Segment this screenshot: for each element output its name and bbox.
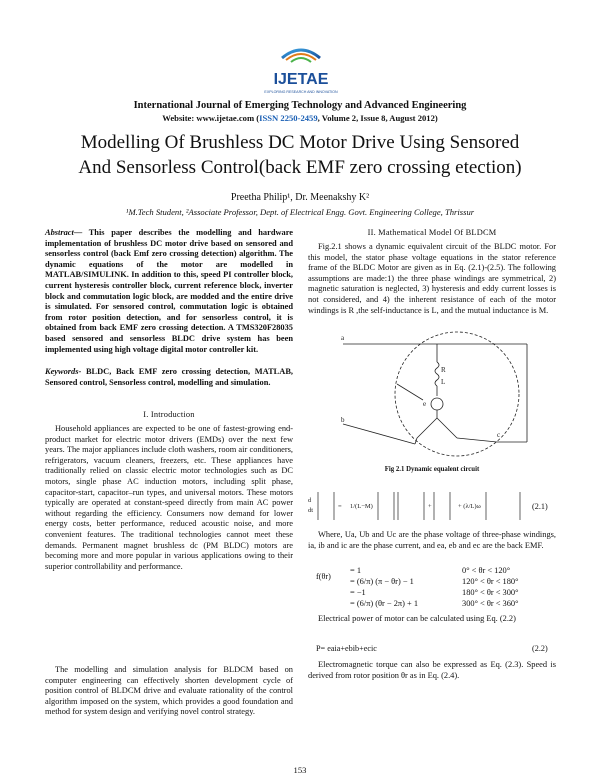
fn-label: f bbox=[316, 572, 319, 581]
logo-tagline: EXPLORING RESEARCH AND INNOVATION bbox=[264, 90, 338, 94]
issn-link[interactable]: ISSN 2250-2459 bbox=[259, 113, 318, 123]
case-row: = 1 0° < θr < 120° bbox=[350, 566, 511, 575]
svg-text:L: L bbox=[441, 378, 446, 386]
abstract-text: This paper describes the modelling and hardware implementation of brushless DC motor drive based on sensored and sensorless control (back Emf zero crossing detection) algorithm. The dynamic equations of the motor are modelled in MATLAB/SIMULINK. In addition to this, speed PI controller block, current hysteresis controller block, current reference block, inverter block and commutation logic block, are modded and the entire drive is simulated. For sensored control, commutation logic is obtained from rotor position detection, and for sensorless control, it is obtained from back EMF zero crossing detection. A TMS320F28035 based sensored and sensorless BLDC drive system has been implemented using high voltage digital motor controller kit. bbox=[45, 228, 293, 354]
case-row: = (6/π) (π − θr) − 1 120° < θr < 180° bbox=[350, 577, 519, 586]
website-line bbox=[0, 113, 600, 123]
piecewise-cases bbox=[350, 566, 550, 610]
svg-text:e: e bbox=[423, 400, 427, 408]
logo-text: IJETAE bbox=[273, 71, 329, 88]
website-prefix: Website: www.ijetae.com ( bbox=[162, 113, 260, 123]
journal-name: International Journal of Emerging Technology and Advanced Engineering bbox=[133, 100, 467, 111]
model-paragraph-2: Where, Ua, Ub and Uc are the phase voltage of three-phase windings, ia, ib and ic are the phase current, and ea, eb and ec are the back EMF. bbox=[308, 530, 556, 550]
abstract-label: Abstract— bbox=[45, 228, 83, 237]
equation-2-1-number: (2.1) bbox=[532, 502, 548, 511]
equation-2-1-matrix bbox=[308, 488, 526, 524]
svg-text:R: R bbox=[441, 366, 446, 374]
paper-title bbox=[40, 130, 560, 180]
title-line-1: Modelling Of Brushless DC Motor Drive Using Sensored bbox=[80, 132, 520, 153]
title-line-2: And Sensorless Control(back EMF zero crossing etection) bbox=[78, 157, 522, 178]
keywords-text: - BLDC, Back EMF zero crossing detection, MATLAB, Sensored control, Sensorless control, modelling and simulation. bbox=[45, 367, 293, 387]
svg-text:1/(L−M): 1/(L−M) bbox=[350, 503, 373, 510]
website-suffix: , Volume 2, Issue 8, August 2012) bbox=[317, 113, 438, 123]
equation-2-2: P= eaia+ebib+ecic bbox=[316, 644, 377, 653]
svg-text:d: d bbox=[308, 497, 312, 504]
model-paragraph-1: Fig.2.1 shows a dynamic equivalent circuit of the BLDC motor. For this model, the stator phase voltage equations in the stator reference frame of the BLDC Motor are given as in Eq. (2.1)-(2.5). The following assumptions are made:1) the three phase windings are symmetrical, 2) magnetic saturation is neglected, 3) hysteresis and eddy current losses is not considered, and 4) the inherent resistance of each of the motor windings is R ,the self-inductance is L, and the mutual inductance is M. bbox=[308, 242, 556, 315]
model-paragraph-4: Electromagnetic torque can also be expressed as Eq. (2.3). Speed is derived from rotor position θr as in Eq. (2.4). bbox=[308, 660, 556, 680]
model-paragraph-3: Electrical power of motor can be calculated using Eq. (2.2) bbox=[318, 614, 516, 623]
intro-paragraph-2: The modelling and simulation analysis for BLDCM based on computer engineering can effectively shorten development cycle of position control of BLDCM drive and evaluate rationality of the control algorithm imposed on the system, which provides a good foundation and method for system design and verifying novel control strategy. bbox=[45, 665, 293, 717]
svg-text:b: b bbox=[341, 416, 345, 424]
case-row: = (6/π) (θr − 2π) + 1 300° < θr < 360° bbox=[350, 599, 519, 608]
intro-paragraph-1: Household appliances are expected to be one of fastest-growing end-product market for electric motor drivers (EMDs) over the next few years. The major appliances include cloth washers, room air conditioners, refrigerators, vacuum cleaners, freezers, etc. These appliances have traditionally relied on classic electric motor technologies such as DC motors, single phase AC induction motors, including split phase, capacitor-start, capacitor–run types, and universal motors. These motors typically are operated at constant-speed directly from main AC power without regarding the efficiency. Consumers now demand for lower energy costs, better performance, reduced acoustic noise, and more convenient features. The traditional technologies cannot meet these demands. Permanent magnet brushless dc (PM BLDC) motors are becoming more and more popular in various applications owing to their superior controllability and performance. bbox=[45, 424, 293, 571]
svg-text:c: c bbox=[497, 431, 501, 439]
svg-text:+: + bbox=[428, 503, 432, 510]
affiliation: ¹M.Tech Student, ²Associate Professor, Dept. of Electrical Engg. Govt. Engineering College, Thrissur bbox=[125, 207, 475, 217]
ijetae-logo bbox=[262, 44, 340, 98]
svg-text:=: = bbox=[338, 503, 342, 510]
authors: Preetha Philip¹, Dr. Meenakshy K² bbox=[230, 192, 370, 203]
equation-2-2-number: (2.2) bbox=[532, 644, 548, 653]
equivalent-circuit-figure bbox=[337, 322, 537, 464]
svg-text:dt: dt bbox=[308, 507, 314, 514]
svg-text:a: a bbox=[341, 334, 345, 342]
abstract bbox=[45, 228, 293, 355]
trapezoid-function-label: f(θr) bbox=[316, 572, 331, 581]
svg-text:+ (λ/L)ω: + (λ/L)ω bbox=[458, 503, 481, 510]
section-heading-introduction: I. Introduction bbox=[143, 410, 195, 419]
keywords bbox=[45, 367, 293, 388]
page-number: 153 bbox=[293, 765, 307, 775]
case-row: = −1 180° < θr < 300° bbox=[350, 588, 519, 597]
keywords-label: Keywords bbox=[45, 367, 79, 376]
figure-caption: Fig 2.1 Dynamic equalent circuit bbox=[384, 466, 480, 473]
section-heading-model: II. Mathematical Model Of BLDCM bbox=[367, 228, 497, 237]
